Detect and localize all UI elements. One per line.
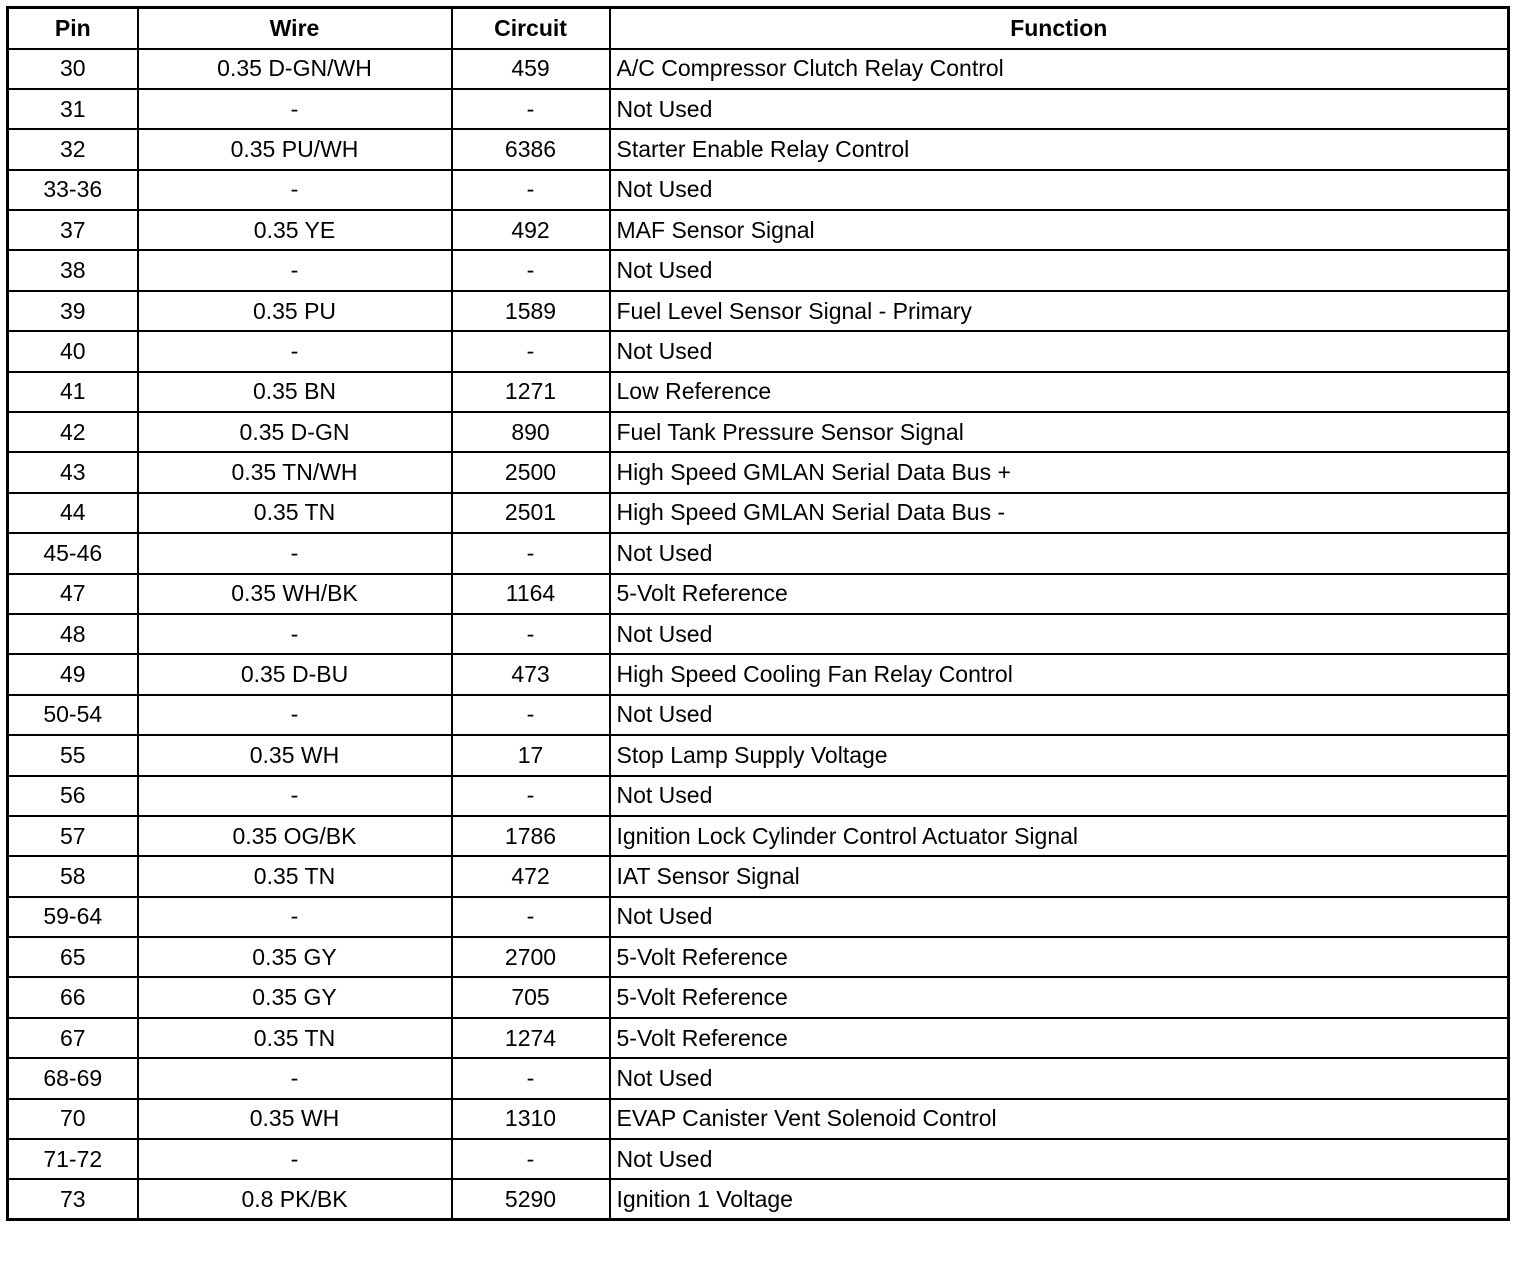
cell-pin: 43 [8, 452, 138, 492]
cell-wire: 0.35 TN [138, 1018, 452, 1058]
cell-circuit: 1274 [452, 1018, 610, 1058]
cell-function: 5-Volt Reference [610, 1018, 1509, 1058]
cell-function: Not Used [610, 89, 1509, 129]
cell-function: Fuel Level Sensor Signal - Primary [610, 291, 1509, 331]
cell-function: Not Used [610, 170, 1509, 210]
table-row [8, 735, 1509, 775]
cell-circuit: - [452, 533, 610, 573]
cell-wire: - [138, 1139, 452, 1179]
cell-function: Starter Enable Relay Control [610, 129, 1509, 169]
cell-pin: 68-69 [8, 1058, 138, 1098]
cell-wire: - [138, 614, 452, 654]
cell-function: Fuel Tank Pressure Sensor Signal [610, 412, 1509, 452]
cell-pin: 58 [8, 856, 138, 896]
cell-function: Not Used [610, 250, 1509, 290]
cell-wire: - [138, 170, 452, 210]
table-row [8, 1058, 1509, 1098]
header-pin: Pin [8, 8, 138, 49]
cell-pin: 33-36 [8, 170, 138, 210]
cell-circuit: 705 [452, 977, 610, 1017]
cell-pin: 66 [8, 977, 138, 1017]
cell-circuit: - [452, 89, 610, 129]
cell-wire: 0.35 WH [138, 735, 452, 775]
cell-circuit: 2500 [452, 452, 610, 492]
cell-circuit: 5290 [452, 1179, 610, 1219]
cell-pin: 40 [8, 331, 138, 371]
table-row [8, 291, 1509, 331]
table-row [8, 210, 1509, 250]
table-header [8, 8, 1509, 49]
cell-pin: 48 [8, 614, 138, 654]
table-row [8, 937, 1509, 977]
cell-pin: 50-54 [8, 695, 138, 735]
table-row [8, 614, 1509, 654]
cell-function: Not Used [610, 331, 1509, 371]
header-wire: Wire [138, 8, 452, 49]
cell-function: 5-Volt Reference [610, 574, 1509, 614]
table-row [8, 372, 1509, 412]
cell-pin: 73 [8, 1179, 138, 1219]
cell-wire: 0.35 WH [138, 1099, 452, 1139]
cell-circuit: - [452, 897, 610, 937]
cell-wire: 0.35 PU [138, 291, 452, 331]
cell-pin: 41 [8, 372, 138, 412]
table-row [8, 250, 1509, 290]
cell-pin: 45-46 [8, 533, 138, 573]
cell-circuit: 459 [452, 49, 610, 89]
cell-function: Not Used [610, 776, 1509, 816]
cell-circuit: 6386 [452, 129, 610, 169]
cell-function: High Speed GMLAN Serial Data Bus + [610, 452, 1509, 492]
cell-wire: 0.35 WH/BK [138, 574, 452, 614]
cell-pin: 55 [8, 735, 138, 775]
cell-wire: 0.35 D-GN [138, 412, 452, 452]
cell-wire: 0.8 PK/BK [138, 1179, 452, 1219]
table-row [8, 977, 1509, 1017]
table-row [8, 816, 1509, 856]
connector-pinout-table [6, 6, 1510, 1221]
cell-function: Stop Lamp Supply Voltage [610, 735, 1509, 775]
cell-wire: 0.35 D-BU [138, 654, 452, 694]
table-row [8, 897, 1509, 937]
cell-circuit: - [452, 1139, 610, 1179]
cell-pin: 57 [8, 816, 138, 856]
table-row [8, 452, 1509, 492]
cell-circuit: - [452, 331, 610, 371]
cell-pin: 39 [8, 291, 138, 331]
cell-wire: 0.35 D-GN/WH [138, 49, 452, 89]
cell-pin: 56 [8, 776, 138, 816]
cell-function: Ignition 1 Voltage [610, 1179, 1509, 1219]
cell-wire: 0.35 TN/WH [138, 452, 452, 492]
cell-function: MAF Sensor Signal [610, 210, 1509, 250]
cell-wire: - [138, 776, 452, 816]
table-row [8, 654, 1509, 694]
cell-pin: 42 [8, 412, 138, 452]
cell-function: Not Used [610, 614, 1509, 654]
table-row [8, 89, 1509, 129]
table-row [8, 574, 1509, 614]
cell-wire: 0.35 GY [138, 977, 452, 1017]
cell-circuit: 2700 [452, 937, 610, 977]
cell-circuit: 890 [452, 412, 610, 452]
cell-circuit: - [452, 614, 610, 654]
cell-function: Not Used [610, 1139, 1509, 1179]
table-row [8, 856, 1509, 896]
header-row [8, 8, 1509, 49]
cell-wire: 0.35 TN [138, 856, 452, 896]
table-body [8, 49, 1509, 1220]
cell-wire: 0.35 PU/WH [138, 129, 452, 169]
cell-wire: - [138, 89, 452, 129]
cell-pin: 32 [8, 129, 138, 169]
cell-pin: 47 [8, 574, 138, 614]
cell-pin: 65 [8, 937, 138, 977]
cell-circuit: - [452, 1058, 610, 1098]
cell-function: Not Used [610, 695, 1509, 735]
table-row [8, 49, 1509, 89]
cell-wire: - [138, 250, 452, 290]
table-row [8, 1179, 1509, 1219]
cell-circuit: 473 [452, 654, 610, 694]
cell-wire: - [138, 331, 452, 371]
cell-circuit: 492 [452, 210, 610, 250]
cell-pin: 70 [8, 1099, 138, 1139]
header-function: Function [610, 8, 1509, 49]
cell-function: High Speed GMLAN Serial Data Bus - [610, 493, 1509, 533]
cell-circuit: 17 [452, 735, 610, 775]
cell-pin: 67 [8, 1018, 138, 1058]
cell-wire: - [138, 1058, 452, 1098]
cell-function: Low Reference [610, 372, 1509, 412]
table-row [8, 129, 1509, 169]
cell-function: High Speed Cooling Fan Relay Control [610, 654, 1509, 694]
cell-pin: 71-72 [8, 1139, 138, 1179]
cell-circuit: 1271 [452, 372, 610, 412]
table-row [8, 331, 1509, 371]
cell-circuit: 472 [452, 856, 610, 896]
cell-function: IAT Sensor Signal [610, 856, 1509, 896]
cell-circuit: 1164 [452, 574, 610, 614]
cell-circuit: 1310 [452, 1099, 610, 1139]
cell-circuit: - [452, 776, 610, 816]
cell-pin: 59-64 [8, 897, 138, 937]
cell-wire: 0.35 YE [138, 210, 452, 250]
table-row [8, 776, 1509, 816]
cell-circuit: - [452, 250, 610, 290]
cell-pin: 30 [8, 49, 138, 89]
cell-function: Not Used [610, 897, 1509, 937]
cell-wire: - [138, 695, 452, 735]
table-row [8, 493, 1509, 533]
cell-function: Not Used [610, 1058, 1509, 1098]
table-row [8, 533, 1509, 573]
table-row [8, 695, 1509, 735]
cell-pin: 37 [8, 210, 138, 250]
cell-pin: 31 [8, 89, 138, 129]
cell-function: A/C Compressor Clutch Relay Control [610, 49, 1509, 89]
table-row [8, 1139, 1509, 1179]
table-row [8, 412, 1509, 452]
cell-wire: - [138, 533, 452, 573]
cell-wire: 0.35 BN [138, 372, 452, 412]
cell-wire: 0.35 GY [138, 937, 452, 977]
cell-function: 5-Volt Reference [610, 937, 1509, 977]
cell-circuit: 1589 [452, 291, 610, 331]
cell-wire: - [138, 897, 452, 937]
cell-pin: 38 [8, 250, 138, 290]
cell-circuit: 2501 [452, 493, 610, 533]
cell-wire: 0.35 TN [138, 493, 452, 533]
cell-circuit: 1786 [452, 816, 610, 856]
cell-pin: 49 [8, 654, 138, 694]
cell-circuit: - [452, 170, 610, 210]
table-row [8, 1099, 1509, 1139]
cell-function: 5-Volt Reference [610, 977, 1509, 1017]
cell-pin: 44 [8, 493, 138, 533]
cell-circuit: - [452, 695, 610, 735]
cell-function: Not Used [610, 533, 1509, 573]
table-row [8, 170, 1509, 210]
cell-function: EVAP Canister Vent Solenoid Control [610, 1099, 1509, 1139]
cell-function: Ignition Lock Cylinder Control Actuator Signal [610, 816, 1509, 856]
header-circuit: Circuit [452, 8, 610, 49]
cell-wire: 0.35 OG/BK [138, 816, 452, 856]
table-row [8, 1018, 1509, 1058]
